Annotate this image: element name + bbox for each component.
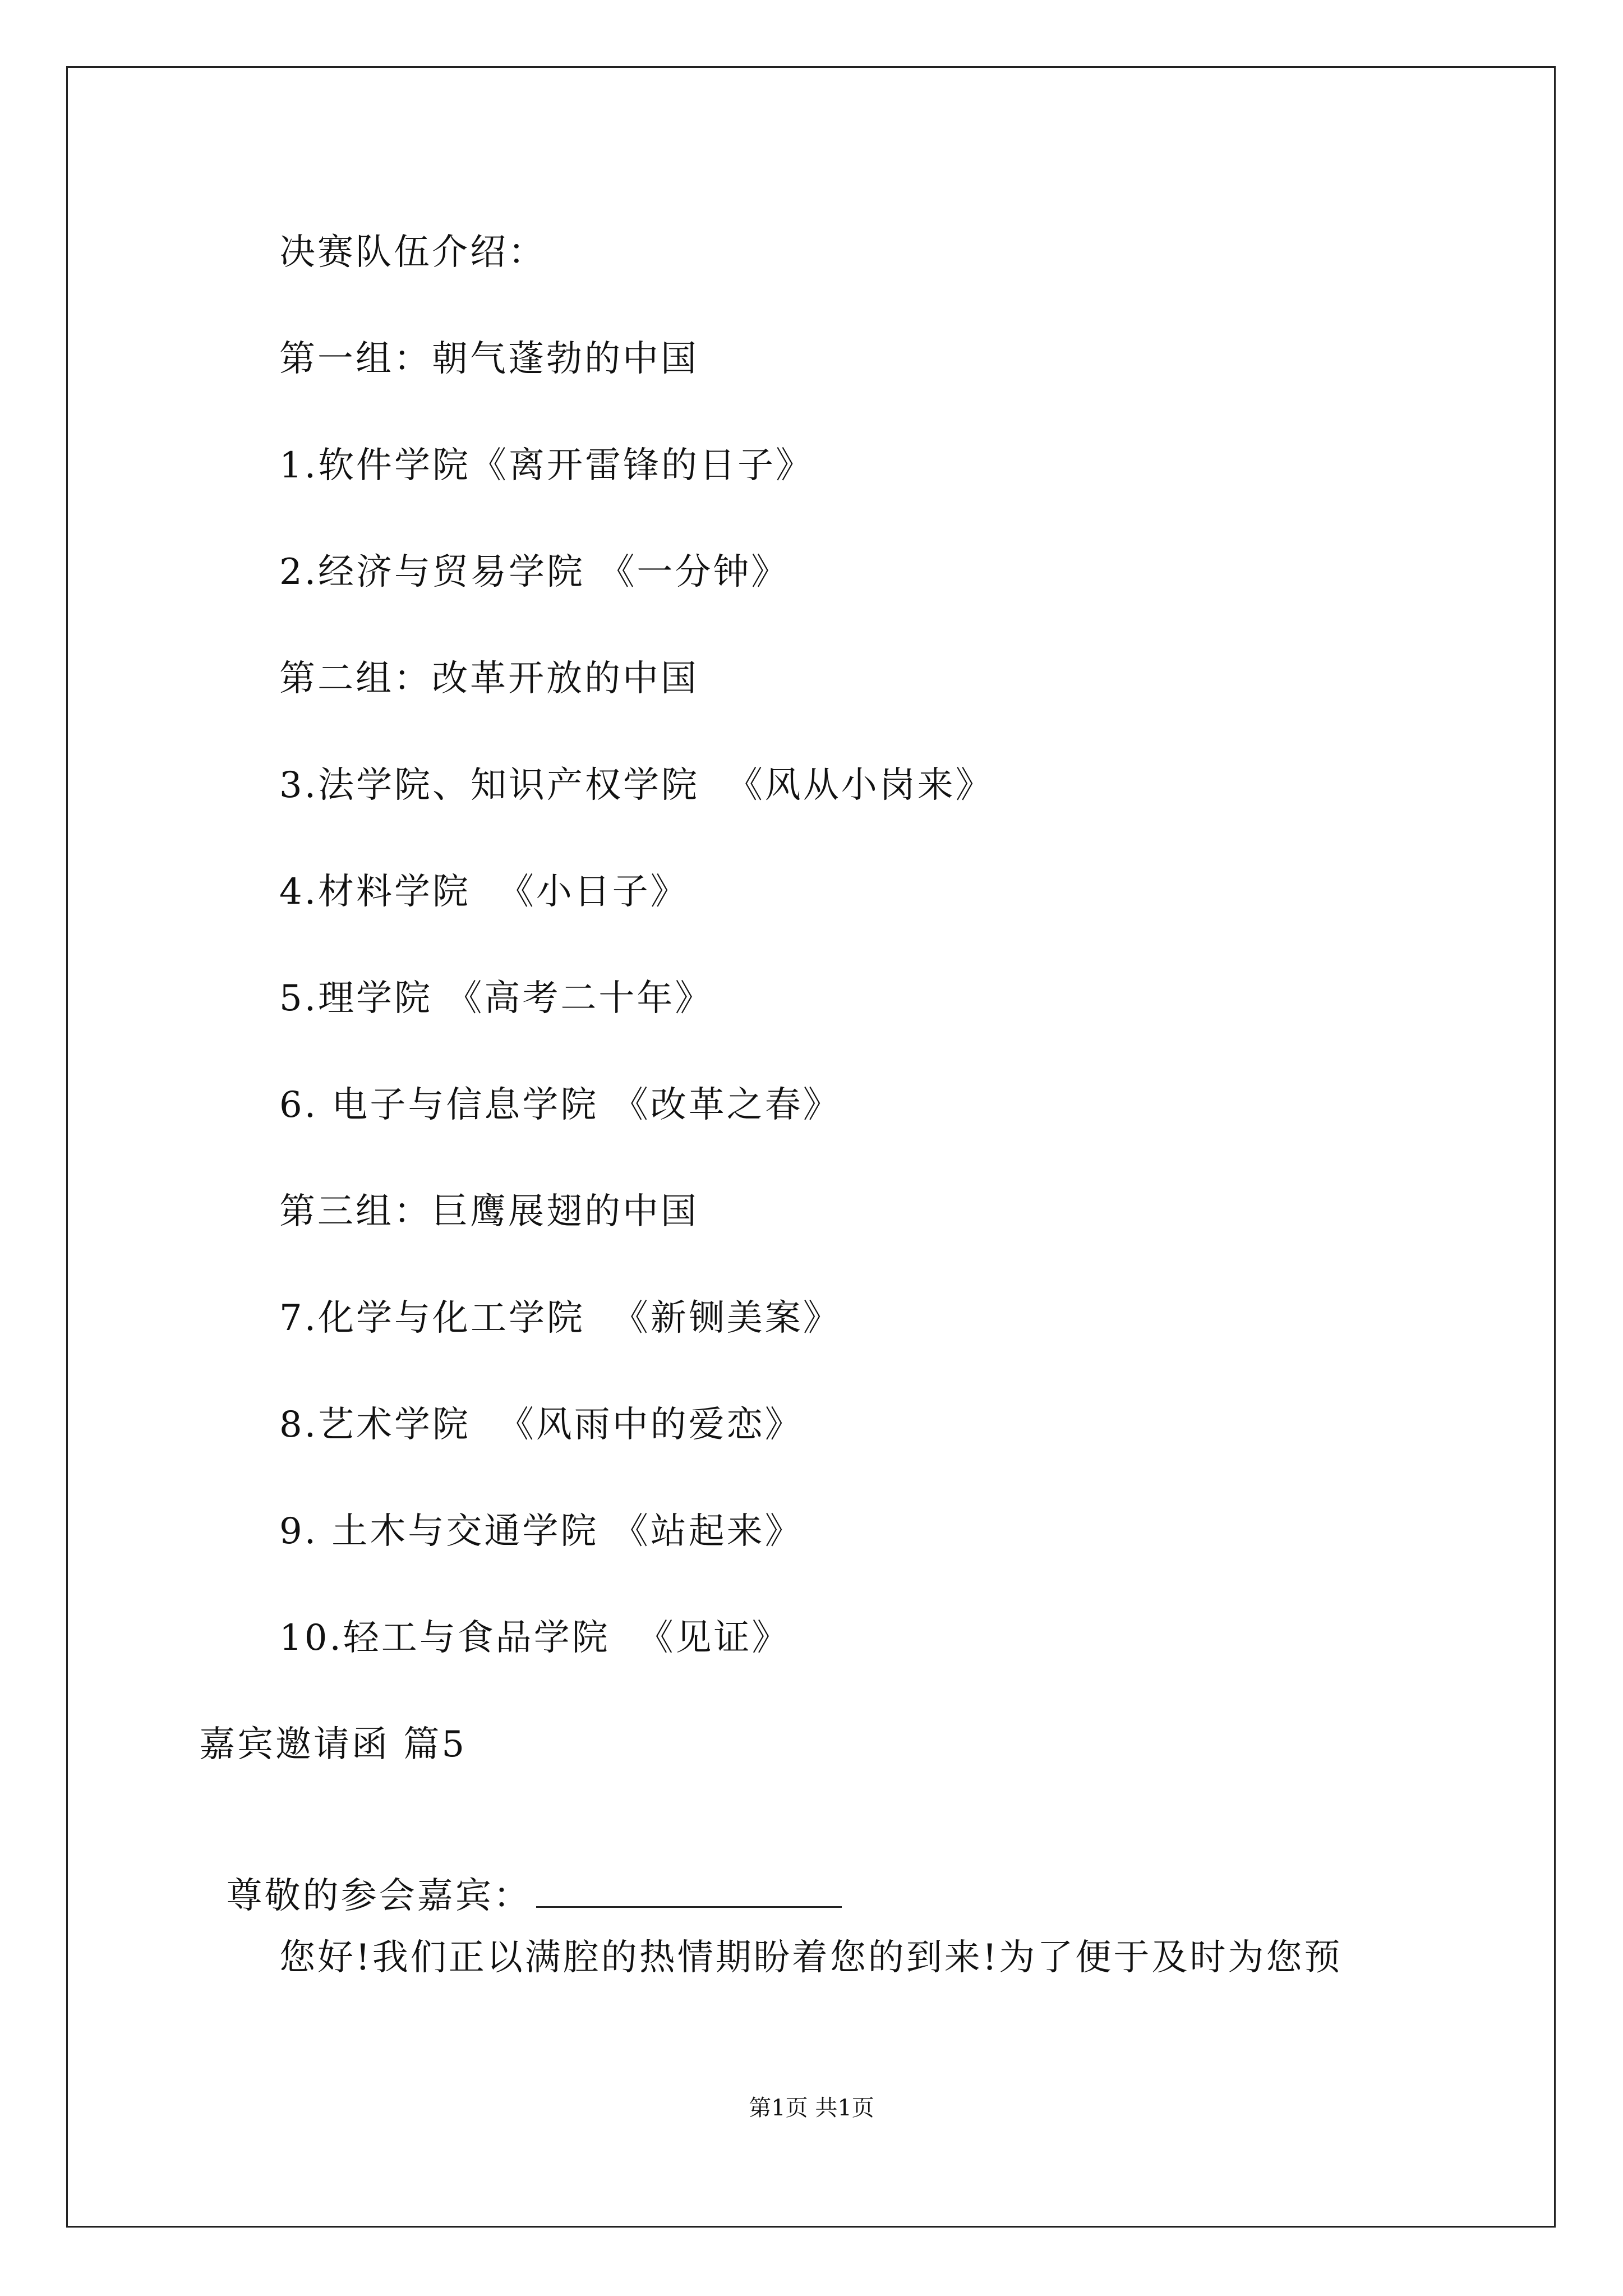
doc-line-finalists-intro: 决赛队伍介绍： xyxy=(279,232,546,273)
doc-line-team-5: 5.理学院 《高考二十年》 xyxy=(279,978,713,1019)
doc-line-team-10: 10.轻工与食品学院 《见证》 xyxy=(279,1617,790,1659)
salutation-text: 尊敬的参会嘉宾： xyxy=(226,1875,532,1917)
doc-line-team-2: 2.经济与贸易学院 《一分钟》 xyxy=(279,551,790,593)
doc-line-team-9: 9. 土木与交通学院 《站起来》 xyxy=(279,1511,803,1552)
page-footer: 第1页 共1页 xyxy=(749,2095,874,2121)
name-blank-underline xyxy=(536,1874,842,1908)
doc-line-team-1: 1.软件学院《离开雷锋的日子》 xyxy=(279,445,814,486)
doc-line-team-4: 4.材料学院 《小日子》 xyxy=(279,871,689,913)
salutation-line xyxy=(199,1829,842,1918)
body-paragraph-start: 您好!我们正以满腔的热情期盼着您的到来!为了便于及时为您预 xyxy=(279,1937,1343,1978)
doc-line-group-2-heading: 第二组：改革开放的中国 xyxy=(279,658,699,700)
doc-line-group-3-heading: 第三组：巨鹰展翅的中国 xyxy=(279,1191,699,1232)
doc-line-group-1-heading: 第一组：朝气蓬勃的中国 xyxy=(279,338,699,380)
section-heading: 嘉宾邀请函 篇5 xyxy=(199,1724,467,1765)
doc-line-team-3: 3.法学院、知识产权学院 《风从小岗来》 xyxy=(279,765,994,806)
doc-line-team-7: 7.化学与化工学院 《新铡美案》 xyxy=(279,1297,841,1339)
doc-line-team-6: 6. 电子与信息学院 《改革之春》 xyxy=(279,1084,841,1126)
doc-line-team-8: 8.艺术学院 《风雨中的爱恋》 xyxy=(279,1404,803,1446)
